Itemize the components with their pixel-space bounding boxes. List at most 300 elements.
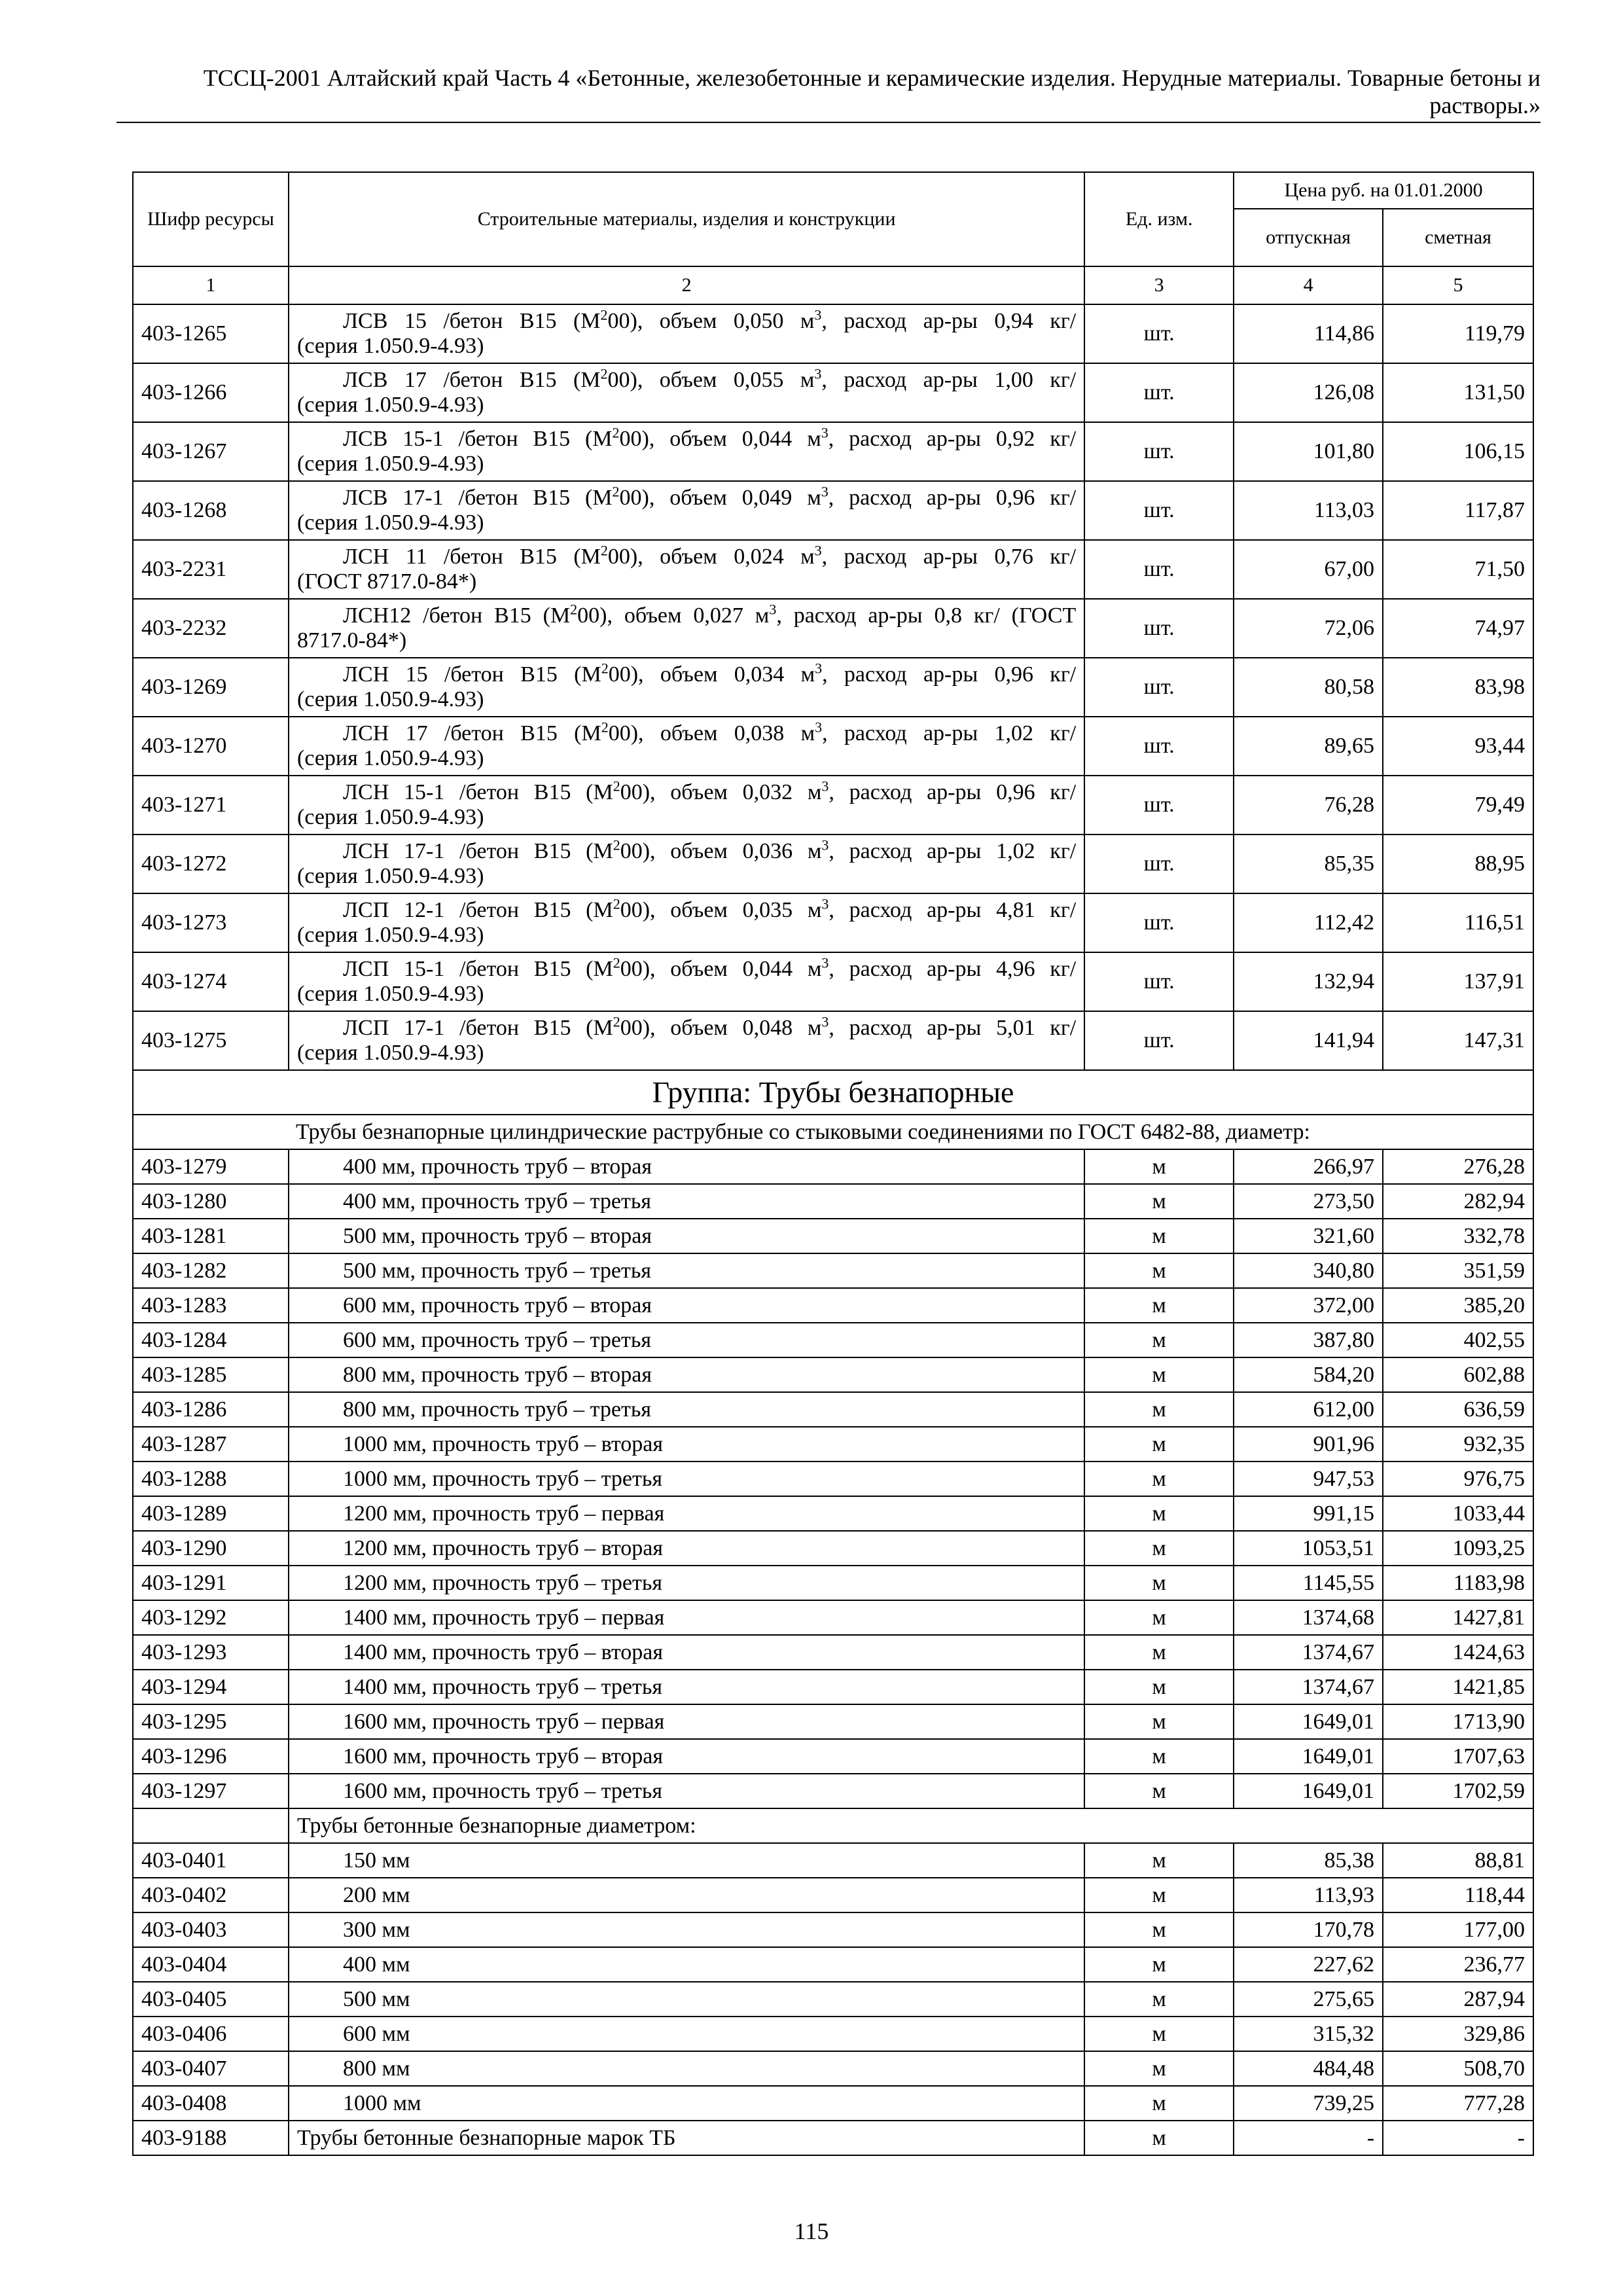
description-line-1 bbox=[297, 483, 1077, 511]
table-row bbox=[133, 1739, 1533, 1774]
table-row bbox=[133, 1149, 1533, 1184]
unit: шт. bbox=[1084, 717, 1234, 776]
col-number: 5 bbox=[1383, 266, 1533, 304]
description-text: , расход ар-ры 0,96 кг/ bbox=[828, 486, 1077, 510]
resource-name: 800 мм, прочность труб – вторая bbox=[289, 1357, 1084, 1392]
release-price: 141,94 bbox=[1234, 1011, 1383, 1070]
table-row bbox=[133, 2017, 1533, 2051]
resource-name bbox=[289, 893, 1084, 952]
resource-code: 403-1272 bbox=[133, 834, 289, 893]
description-text: 00), объем 0,024 м bbox=[607, 545, 815, 569]
col-header-estimate: сметная bbox=[1383, 209, 1533, 266]
unit: м bbox=[1084, 1149, 1234, 1184]
description-line-2: (серия 1.050.9-4.93) bbox=[297, 452, 484, 476]
resource-name: 1600 мм, прочность труб – вторая bbox=[289, 1739, 1084, 1774]
col-header-name: Строительные материалы, изделия и конструкции bbox=[289, 172, 1084, 266]
unit: шт. bbox=[1084, 422, 1234, 481]
release-price: 76,28 bbox=[1234, 776, 1383, 834]
superscript: 2 bbox=[601, 719, 609, 736]
release-price: 126,08 bbox=[1234, 363, 1383, 422]
resource-code: 403-1270 bbox=[133, 717, 289, 776]
table-row bbox=[133, 1912, 1533, 1947]
unit: шт. bbox=[1084, 599, 1234, 658]
release-price: 584,20 bbox=[1234, 1357, 1383, 1392]
description-text: , расход ар-ры 1,00 кг/ bbox=[821, 368, 1077, 392]
table-row bbox=[133, 952, 1533, 1011]
description-line-1 bbox=[297, 365, 1077, 393]
header-line-2: растворы.» bbox=[1429, 92, 1541, 118]
description-text: ЛСН 15 /бетон В15 (М bbox=[343, 662, 601, 687]
table-row bbox=[133, 1427, 1533, 1462]
resource-name: 600 мм, прочность труб – третья bbox=[289, 1323, 1084, 1357]
resource-code: 403-0403 bbox=[133, 1912, 289, 1947]
resource-name bbox=[289, 834, 1084, 893]
table-row bbox=[133, 599, 1533, 658]
description-text: ЛСН12 /бетон В15 (М bbox=[343, 603, 571, 628]
resource-code: 403-1285 bbox=[133, 1357, 289, 1392]
unit: м bbox=[1084, 1323, 1234, 1357]
estimate-price: 93,44 bbox=[1383, 717, 1533, 776]
resource-code: 403-2232 bbox=[133, 599, 289, 658]
resource-name: 1000 мм bbox=[289, 2086, 1084, 2121]
estimate-price: 332,78 bbox=[1383, 1219, 1533, 1253]
description-text: , расход ар-ры 0,8 кг/ (ГОСТ bbox=[776, 603, 1077, 628]
release-price: 387,80 bbox=[1234, 1323, 1383, 1357]
release-price: 947,53 bbox=[1234, 1462, 1383, 1496]
resource-code: 403-1293 bbox=[133, 1635, 289, 1670]
unit: м bbox=[1084, 1357, 1234, 1392]
estimate-price: 402,55 bbox=[1383, 1323, 1533, 1357]
resource-code: 403-1275 bbox=[133, 1011, 289, 1070]
col-header-unit: Ед. изм. bbox=[1084, 172, 1234, 266]
estimate-price: 88,95 bbox=[1383, 834, 1533, 893]
col-header-code: Шифр ресурсы bbox=[133, 172, 289, 266]
description-line-1 bbox=[297, 424, 1077, 452]
unit: м bbox=[1084, 1219, 1234, 1253]
release-price: 80,58 bbox=[1234, 658, 1383, 717]
description-line-2: (ГОСТ 8717.0-84*) bbox=[297, 569, 477, 594]
description-text: , расход ар-ры 4,81 кг/ bbox=[829, 898, 1077, 922]
table-row bbox=[133, 1184, 1533, 1219]
col-header-price: Цена руб. на 01.01.2000 bbox=[1234, 172, 1533, 209]
unit: шт. bbox=[1084, 1011, 1234, 1070]
unit: м bbox=[1084, 1739, 1234, 1774]
estimate-price: 287,94 bbox=[1383, 1982, 1533, 2017]
description-text: , расход ар-ры 4,96 кг/ bbox=[829, 957, 1077, 981]
description-line-2: (серия 1.050.9-4.93) bbox=[297, 923, 484, 947]
resource-name bbox=[289, 599, 1084, 658]
estimate-price: 1702,59 bbox=[1383, 1774, 1533, 1808]
unit: м bbox=[1084, 1704, 1234, 1739]
concrete-pipes-body bbox=[133, 1843, 1533, 2121]
superscript: 2 bbox=[613, 895, 620, 912]
description-text: 00), объем 0,032 м bbox=[620, 780, 822, 804]
description-line-1 bbox=[297, 1013, 1077, 1041]
superscript: 3 bbox=[821, 1013, 829, 1030]
unit: шт. bbox=[1084, 776, 1234, 834]
superscript: 2 bbox=[600, 542, 608, 559]
estimate-price: 1093,25 bbox=[1383, 1531, 1533, 1566]
resource-name: 500 мм, прочность труб – вторая bbox=[289, 1219, 1084, 1253]
resource-code: 403-0408 bbox=[133, 2086, 289, 2121]
col-number: 1 bbox=[133, 266, 289, 304]
release-price: 114,86 bbox=[1234, 304, 1383, 363]
table-row bbox=[133, 422, 1533, 481]
description-text: 00), объем 0,035 м bbox=[620, 898, 822, 922]
release-price: 89,65 bbox=[1234, 717, 1383, 776]
description-line-1 bbox=[297, 542, 1077, 569]
release-price: 991,15 bbox=[1234, 1496, 1383, 1531]
description-text: 00), объем 0,034 м bbox=[608, 662, 815, 687]
resource-code: 403-1279 bbox=[133, 1149, 289, 1184]
description-line-1 bbox=[297, 603, 1076, 628]
resource-name: 1200 мм, прочность труб – первая bbox=[289, 1496, 1084, 1531]
resource-code: 403-1291 bbox=[133, 1566, 289, 1600]
resource-name: 1200 мм, прочность труб – третья bbox=[289, 1566, 1084, 1600]
description-line-2: 8717.0-84*) bbox=[297, 628, 407, 653]
resource-code: 403-1265 bbox=[133, 304, 289, 363]
unit: м bbox=[1084, 1288, 1234, 1323]
resource-name: 1000 мм, прочность труб – третья bbox=[289, 1462, 1084, 1496]
resource-name: 1400 мм, прочность труб – вторая bbox=[289, 1635, 1084, 1670]
column-numbers-row bbox=[133, 266, 1533, 304]
release-price: 72,06 bbox=[1234, 599, 1383, 658]
release-price: 113,03 bbox=[1234, 481, 1383, 540]
page-number: 115 bbox=[794, 2218, 829, 2244]
description-line-1 bbox=[297, 954, 1077, 982]
table-row bbox=[133, 1531, 1533, 1566]
release-price: 1649,01 bbox=[1234, 1704, 1383, 1739]
unit: м bbox=[1084, 1392, 1234, 1427]
description-text: ЛСН 17 /бетон В15 (М bbox=[343, 721, 601, 745]
superscript: 3 bbox=[821, 954, 829, 971]
release-price: 170,78 bbox=[1234, 1912, 1383, 1947]
unit: шт. bbox=[1084, 658, 1234, 717]
description-text: ЛСП 15-1 /бетон В15 (М bbox=[343, 957, 613, 981]
estimate-price: 508,70 bbox=[1383, 2051, 1533, 2086]
table-row bbox=[133, 1566, 1533, 1600]
release-price: 1649,01 bbox=[1234, 1739, 1383, 1774]
release-price: 67,00 bbox=[1234, 540, 1383, 599]
estimate-price: 636,59 bbox=[1383, 1392, 1533, 1427]
table-row bbox=[133, 1357, 1533, 1392]
table-head bbox=[133, 172, 1533, 304]
description-text: ЛСВ 17-1 /бетон В15 (М bbox=[343, 486, 613, 510]
description-line-1 bbox=[297, 780, 1076, 805]
superscript: 3 bbox=[821, 483, 829, 500]
table-row bbox=[133, 1670, 1533, 1704]
table-row bbox=[133, 1253, 1533, 1288]
unit: м bbox=[1084, 1635, 1234, 1670]
unit: м bbox=[1084, 1184, 1234, 1219]
unit: шт. bbox=[1084, 834, 1234, 893]
resource-name: 400 мм, прочность труб – третья bbox=[289, 1184, 1084, 1219]
resource-name bbox=[289, 717, 1084, 776]
resource-name: 400 мм bbox=[289, 1947, 1084, 1982]
unit: м bbox=[1084, 1912, 1234, 1947]
estimate-price: 976,75 bbox=[1383, 1462, 1533, 1496]
estimate-price: 119,79 bbox=[1383, 304, 1533, 363]
resource-code: 403-1294 bbox=[133, 1670, 289, 1704]
resource-code: 403-1290 bbox=[133, 1531, 289, 1566]
release-price: 901,96 bbox=[1234, 1427, 1383, 1462]
description-text: ЛСВ 15-1 /бетон В15 (М bbox=[343, 427, 613, 451]
estimate-price: 1427,81 bbox=[1383, 1600, 1533, 1635]
estimate-price: 79,49 bbox=[1383, 776, 1533, 834]
resource-code: 403-1281 bbox=[133, 1219, 289, 1253]
estimate-price: 1033,44 bbox=[1383, 1496, 1533, 1531]
release-price: 275,65 bbox=[1234, 1982, 1383, 2017]
release-price: 739,25 bbox=[1234, 2086, 1383, 2121]
description-line-1 bbox=[297, 895, 1077, 923]
header-rule bbox=[116, 122, 1541, 123]
release-price: 113,93 bbox=[1234, 1878, 1383, 1912]
resource-name: 150 мм bbox=[289, 1843, 1084, 1878]
resource-name: 300 мм bbox=[289, 1912, 1084, 1947]
estimate-price: 1183,98 bbox=[1383, 1566, 1533, 1600]
superscript: 2 bbox=[600, 306, 608, 323]
estimate-price: 236,77 bbox=[1383, 1947, 1533, 1982]
unit: шт. bbox=[1084, 363, 1234, 422]
description-text: ЛСВ 17 /бетон В15 (М bbox=[343, 368, 601, 392]
resource-name: 200 мм bbox=[289, 1878, 1084, 1912]
superscript: 3 bbox=[821, 778, 829, 795]
release-price: 612,00 bbox=[1234, 1392, 1383, 1427]
description-text: , расход ар-ры 1,02 кг/ bbox=[822, 721, 1077, 745]
unit: м bbox=[1084, 1843, 1234, 1878]
release-price: 1145,55 bbox=[1234, 1566, 1383, 1600]
superscript: 2 bbox=[601, 660, 609, 677]
unit: шт. bbox=[1084, 893, 1234, 952]
release-price: 227,62 bbox=[1234, 1947, 1383, 1982]
estimate-price: 147,31 bbox=[1383, 1011, 1533, 1070]
table-row bbox=[133, 1704, 1533, 1739]
table-row bbox=[133, 1219, 1533, 1253]
description-text: 00), объем 0,038 м bbox=[608, 721, 815, 745]
resource-code: 403-1267 bbox=[133, 422, 289, 481]
release-price: 1374,68 bbox=[1234, 1600, 1383, 1635]
table-row bbox=[133, 363, 1533, 422]
table-row bbox=[133, 481, 1533, 540]
release-price: 340,80 bbox=[1234, 1253, 1383, 1288]
release-price: 85,35 bbox=[1234, 834, 1383, 893]
resource-code: 403-1287 bbox=[133, 1427, 289, 1462]
subheading: Трубы безнапорные цилиндрические раструбные со стыковыми соединениями по ГОСТ 6482-88, диаметр: bbox=[133, 1115, 1533, 1149]
unit: м bbox=[1084, 1462, 1234, 1496]
superscript: 2 bbox=[612, 483, 620, 500]
description-line-1 bbox=[297, 836, 1077, 864]
resource-name bbox=[289, 304, 1084, 363]
resource-name: 1400 мм, прочность труб – третья bbox=[289, 1670, 1084, 1704]
resource-name: 600 мм, прочность труб – вторая bbox=[289, 1288, 1084, 1323]
resource-code: 403-0402 bbox=[133, 1878, 289, 1912]
table-row bbox=[133, 1774, 1533, 1808]
resource-code: 403-1282 bbox=[133, 1253, 289, 1288]
estimate-price: - bbox=[1383, 2121, 1533, 2155]
description-text: , расход ар-ры 0,92 кг/ bbox=[828, 427, 1077, 451]
resource-name bbox=[289, 776, 1084, 834]
description-line-2: (серия 1.050.9-4.93) bbox=[297, 1041, 484, 1065]
table-row bbox=[133, 1462, 1533, 1496]
resource-name: 600 мм bbox=[289, 2017, 1084, 2051]
description-text: 00), объем 0,036 м bbox=[620, 839, 822, 863]
unit: шт. bbox=[1084, 304, 1234, 363]
unit: м bbox=[1084, 1253, 1234, 1288]
resource-code: 403-1286 bbox=[133, 1392, 289, 1427]
resource-code: 403-1289 bbox=[133, 1496, 289, 1531]
unit: м bbox=[1084, 1496, 1234, 1531]
resource-code: 403-1296 bbox=[133, 1739, 289, 1774]
description-line-2: (серия 1.050.9-4.93) bbox=[297, 393, 484, 417]
resource-name: 800 мм bbox=[289, 2051, 1084, 2086]
release-price: 321,60 bbox=[1234, 1219, 1383, 1253]
resource-name bbox=[289, 1011, 1084, 1070]
description-text: ЛСВ 15 /бетон В15 (М bbox=[343, 309, 601, 333]
resource-code: 403-9188 bbox=[133, 2121, 289, 2155]
superscript: 3 bbox=[821, 424, 829, 441]
description-line-1 bbox=[297, 662, 1076, 687]
unit: м bbox=[1084, 2051, 1234, 2086]
release-price: 132,94 bbox=[1234, 952, 1383, 1011]
table-row bbox=[133, 1982, 1533, 2017]
resource-name bbox=[289, 422, 1084, 481]
table-row bbox=[133, 893, 1533, 952]
estimate-price: 83,98 bbox=[1383, 658, 1533, 717]
table-row bbox=[133, 834, 1533, 893]
unit: м bbox=[1084, 1878, 1234, 1912]
estimate-price: 177,00 bbox=[1383, 1912, 1533, 1947]
superscript: 3 bbox=[821, 895, 829, 912]
unit: м bbox=[1084, 1427, 1234, 1462]
group-title: Группа: Трубы безнапорные bbox=[133, 1070, 1533, 1115]
description-text: , расход ар-ры 0,94 кг/ bbox=[821, 309, 1077, 333]
pipes-body bbox=[133, 1149, 1533, 1808]
unit: шт. bbox=[1084, 540, 1234, 599]
release-price: 315,32 bbox=[1234, 2017, 1383, 2051]
unit: м bbox=[1084, 1670, 1234, 1704]
description-text: ЛСН 15-1 /бетон В15 (М bbox=[343, 780, 613, 804]
superscript: 2 bbox=[613, 1013, 620, 1030]
resource-name: Трубы бетонные безнапорные марок ТБ bbox=[289, 2121, 1084, 2155]
release-price: 1374,67 bbox=[1234, 1670, 1383, 1704]
estimate-price: 137,91 bbox=[1383, 952, 1533, 1011]
resource-name: 1000 мм, прочность труб – вторая bbox=[289, 1427, 1084, 1462]
description-text: 00), объем 0,027 м bbox=[577, 603, 770, 628]
superscript: 2 bbox=[613, 778, 620, 795]
estimate-price: 777,28 bbox=[1383, 2086, 1533, 2121]
resource-code: 403-1284 bbox=[133, 1323, 289, 1357]
unit: м bbox=[1084, 1947, 1234, 1982]
resource-code: 403-1273 bbox=[133, 893, 289, 952]
superscript: 3 bbox=[814, 306, 822, 323]
table-row bbox=[133, 2086, 1533, 2121]
description-text: ЛСН 11 /бетон В15 (М bbox=[343, 545, 601, 569]
superscript: 2 bbox=[600, 365, 608, 382]
description-line-2: (серия 1.050.9-4.93) bbox=[297, 982, 484, 1006]
resource-code: 403-1292 bbox=[133, 1600, 289, 1635]
release-price: 273,50 bbox=[1234, 1184, 1383, 1219]
resource-code: 403-1295 bbox=[133, 1704, 289, 1739]
table-row bbox=[133, 658, 1533, 717]
table-row bbox=[133, 717, 1533, 776]
estimate-price: 74,97 bbox=[1383, 599, 1533, 658]
page-header bbox=[116, 64, 1541, 119]
table-row bbox=[133, 1496, 1533, 1531]
table-row bbox=[133, 1392, 1533, 1427]
resource-code: 403-0407 bbox=[133, 2051, 289, 2086]
estimate-price: 118,44 bbox=[1383, 1878, 1533, 1912]
release-price: 372,00 bbox=[1234, 1288, 1383, 1323]
superscript: 2 bbox=[613, 954, 620, 971]
superscript: 3 bbox=[769, 601, 777, 618]
estimate-price: 329,86 bbox=[1383, 2017, 1533, 2051]
description-text: , расход ар-ры 0,76 кг/ bbox=[821, 545, 1077, 569]
resource-code: 403-1266 bbox=[133, 363, 289, 422]
description-text: , расход ар-ры 5,01 кг/ bbox=[829, 1016, 1077, 1040]
estimate-price: 351,59 bbox=[1383, 1253, 1533, 1288]
estimate-price: 131,50 bbox=[1383, 363, 1533, 422]
superscript: 2 bbox=[570, 601, 578, 618]
description-text: 00), объем 0,050 м bbox=[607, 309, 815, 333]
superscript: 2 bbox=[612, 424, 620, 441]
resource-name bbox=[289, 952, 1084, 1011]
unit: шт. bbox=[1084, 952, 1234, 1011]
resource-code: 403-0401 bbox=[133, 1843, 289, 1878]
estimate-price: 106,15 bbox=[1383, 422, 1533, 481]
concrete-pipes-head bbox=[133, 1808, 1533, 1843]
estimate-price: 602,88 bbox=[1383, 1357, 1533, 1392]
description-text: 00), объем 0,049 м bbox=[619, 486, 821, 510]
superscript: 3 bbox=[814, 542, 822, 559]
table-row bbox=[133, 2051, 1533, 2086]
unit: м bbox=[1084, 1566, 1234, 1600]
unit: м bbox=[1084, 2086, 1234, 2121]
unit: м bbox=[1084, 1531, 1234, 1566]
resource-name: 400 мм, прочность труб – вторая bbox=[289, 1149, 1084, 1184]
release-price: 1053,51 bbox=[1234, 1531, 1383, 1566]
estimate-price: 1424,63 bbox=[1383, 1635, 1533, 1670]
description-text: 00), объем 0,048 м bbox=[620, 1016, 822, 1040]
resource-code: 403-1274 bbox=[133, 952, 289, 1011]
resource-code: 403-1268 bbox=[133, 481, 289, 540]
description-line-1 bbox=[297, 721, 1076, 746]
estimate-price: 1421,85 bbox=[1383, 1670, 1533, 1704]
table-row bbox=[133, 2121, 1533, 2155]
resource-code: 403-0404 bbox=[133, 1947, 289, 1982]
unit: шт. bbox=[1084, 481, 1234, 540]
resource-name: 800 мм, прочность труб – третья bbox=[289, 1392, 1084, 1427]
description-line-1 bbox=[297, 306, 1077, 334]
description-line-2: (серия 1.050.9-4.93) bbox=[297, 864, 484, 888]
last-row-body bbox=[133, 2121, 1533, 2155]
superscript: 3 bbox=[815, 660, 823, 677]
resource-name: 500 мм, прочность труб – третья bbox=[289, 1253, 1084, 1288]
description-line-2: (серия 1.050.9-4.93) bbox=[297, 334, 484, 358]
estimate-price: 932,35 bbox=[1383, 1427, 1533, 1462]
unit: м bbox=[1084, 2121, 1234, 2155]
description-text: , расход ар-ры 0,96 кг/ bbox=[822, 662, 1077, 687]
resource-name: 1600 мм, прочность труб – третья bbox=[289, 1774, 1084, 1808]
resource-code: 403-1297 bbox=[133, 1774, 289, 1808]
estimate-price: 1707,63 bbox=[1383, 1739, 1533, 1774]
description-text: 00), объем 0,044 м bbox=[620, 957, 822, 981]
estimate-price: 1713,90 bbox=[1383, 1704, 1533, 1739]
resource-name: 1400 мм, прочность труб – первая bbox=[289, 1600, 1084, 1635]
estimate-price: 88,81 bbox=[1383, 1843, 1533, 1878]
description-line-2: (серия 1.050.9-4.93) bbox=[297, 687, 484, 711]
resource-name: 1600 мм, прочность труб – первая bbox=[289, 1704, 1084, 1739]
resource-name: 500 мм bbox=[289, 1982, 1084, 2017]
